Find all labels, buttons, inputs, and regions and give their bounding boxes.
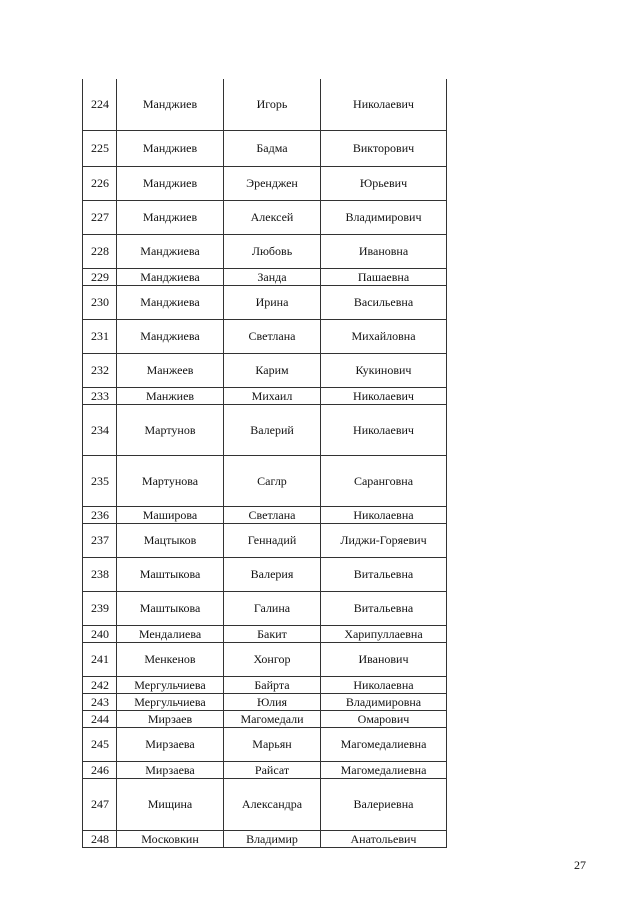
first-name-cell: Светлана xyxy=(224,319,321,353)
patronymic-cell: Витальевна xyxy=(321,591,447,625)
roster-table-body xyxy=(83,79,447,847)
table-row xyxy=(83,166,447,200)
first-name-cell: Юлия xyxy=(224,693,321,710)
patronymic-cell: Магомедалиевна xyxy=(321,727,447,761)
table-row xyxy=(83,727,447,761)
surname-cell: Мергульчиева xyxy=(117,676,224,693)
row-number: 234 xyxy=(83,404,117,455)
table-row xyxy=(83,761,447,778)
row-number: 248 xyxy=(83,830,117,847)
row-number: 229 xyxy=(83,268,117,285)
row-number: 244 xyxy=(83,710,117,727)
first-name-cell: Эренджен xyxy=(224,166,321,200)
row-number: 239 xyxy=(83,591,117,625)
row-number: 236 xyxy=(83,506,117,523)
table-row xyxy=(83,200,447,234)
surname-cell: Манджиев xyxy=(117,200,224,234)
first-name-cell: Райсат xyxy=(224,761,321,778)
patronymic-cell: Николаевич xyxy=(321,387,447,404)
patronymic-cell: Саранговна xyxy=(321,455,447,506)
patronymic-cell: Николаевна xyxy=(321,676,447,693)
first-name-cell: Игорь xyxy=(224,79,321,130)
patronymic-cell: Анатольевич xyxy=(321,830,447,847)
row-number: 240 xyxy=(83,625,117,642)
surname-cell: Мендалиева xyxy=(117,625,224,642)
patronymic-cell: Магомедалиевна xyxy=(321,761,447,778)
table-row xyxy=(83,591,447,625)
page-number: 27 xyxy=(574,858,586,872)
first-name-cell: Светлана xyxy=(224,506,321,523)
patronymic-cell: Витальевна xyxy=(321,557,447,591)
patronymic-cell: Владимировна xyxy=(321,693,447,710)
surname-cell: Мацтыков xyxy=(117,523,224,557)
table-row xyxy=(83,268,447,285)
first-name-cell: Байрта xyxy=(224,676,321,693)
first-name-cell: Алексей xyxy=(224,200,321,234)
patronymic-cell: Николаевна xyxy=(321,506,447,523)
first-name-cell: Геннадий xyxy=(224,523,321,557)
table-row xyxy=(83,79,447,130)
first-name-cell: Валерия xyxy=(224,557,321,591)
patronymic-cell: Николаевич xyxy=(321,404,447,455)
surname-cell: Мирзаева xyxy=(117,727,224,761)
patronymic-cell: Юрьевич xyxy=(321,166,447,200)
patronymic-cell: Омарович xyxy=(321,710,447,727)
first-name-cell: Валерий xyxy=(224,404,321,455)
surname-cell: Мирзаева xyxy=(117,761,224,778)
surname-cell: Манджиева xyxy=(117,319,224,353)
patronymic-cell: Харипуллаевна xyxy=(321,625,447,642)
row-number: 235 xyxy=(83,455,117,506)
surname-cell: Манджиев xyxy=(117,79,224,130)
table-row xyxy=(83,625,447,642)
table-row xyxy=(83,693,447,710)
first-name-cell: Любовь xyxy=(224,234,321,268)
patronymic-cell: Викторович xyxy=(321,130,447,166)
patronymic-cell: Кукинович xyxy=(321,353,447,387)
row-number: 245 xyxy=(83,727,117,761)
row-number: 233 xyxy=(83,387,117,404)
surname-cell: Мирзаев xyxy=(117,710,224,727)
table-row xyxy=(83,234,447,268)
row-number: 247 xyxy=(83,778,117,830)
patronymic-cell: Лиджи-Горяевич xyxy=(321,523,447,557)
patronymic-cell: Ивановна xyxy=(321,234,447,268)
first-name-cell: Саглр xyxy=(224,455,321,506)
first-name-cell: Александра xyxy=(224,778,321,830)
table-row xyxy=(83,353,447,387)
row-number: 225 xyxy=(83,130,117,166)
first-name-cell: Марьян xyxy=(224,727,321,761)
first-name-cell: Карим xyxy=(224,353,321,387)
surname-cell: Манджиев xyxy=(117,130,224,166)
surname-cell: Манджиева xyxy=(117,285,224,319)
table-row xyxy=(83,830,447,847)
surname-cell: Маширова xyxy=(117,506,224,523)
first-name-cell: Бадма xyxy=(224,130,321,166)
patronymic-cell: Валериевна xyxy=(321,778,447,830)
surname-cell: Мергульчиева xyxy=(117,693,224,710)
row-number: 242 xyxy=(83,676,117,693)
table-row xyxy=(83,557,447,591)
row-number: 238 xyxy=(83,557,117,591)
roster-table xyxy=(82,79,447,848)
surname-cell: Манджиева xyxy=(117,268,224,285)
surname-cell: Мартунов xyxy=(117,404,224,455)
patronymic-cell: Владимирович xyxy=(321,200,447,234)
row-number: 226 xyxy=(83,166,117,200)
patronymic-cell: Пашаевна xyxy=(321,268,447,285)
table-row xyxy=(83,387,447,404)
table-row xyxy=(83,455,447,506)
table-row xyxy=(83,710,447,727)
row-number: 230 xyxy=(83,285,117,319)
patronymic-cell: Николаевич xyxy=(321,79,447,130)
row-number: 241 xyxy=(83,642,117,676)
first-name-cell: Ирина xyxy=(224,285,321,319)
table-row xyxy=(83,778,447,830)
table-row xyxy=(83,506,447,523)
table-row xyxy=(83,319,447,353)
first-name-cell: Хонгор xyxy=(224,642,321,676)
patronymic-cell: Иванович xyxy=(321,642,447,676)
surname-cell: Манджиева xyxy=(117,234,224,268)
table-row xyxy=(83,523,447,557)
table-row xyxy=(83,676,447,693)
table-row xyxy=(83,642,447,676)
row-number: 243 xyxy=(83,693,117,710)
first-name-cell: Занда xyxy=(224,268,321,285)
surname-cell: Манжеев xyxy=(117,353,224,387)
first-name-cell: Владимир xyxy=(224,830,321,847)
row-number: 232 xyxy=(83,353,117,387)
row-number: 237 xyxy=(83,523,117,557)
table-row xyxy=(83,130,447,166)
surname-cell: Менкенов xyxy=(117,642,224,676)
surname-cell: Маштыкова xyxy=(117,557,224,591)
table-row xyxy=(83,404,447,455)
row-number: 231 xyxy=(83,319,117,353)
surname-cell: Манджиев xyxy=(117,166,224,200)
first-name-cell: Михаил xyxy=(224,387,321,404)
patronymic-cell: Васильевна xyxy=(321,285,447,319)
table-row xyxy=(83,285,447,319)
first-name-cell: Бакит xyxy=(224,625,321,642)
row-number: 246 xyxy=(83,761,117,778)
surname-cell: Мартунова xyxy=(117,455,224,506)
surname-cell: Московкин xyxy=(117,830,224,847)
first-name-cell: Магомедали xyxy=(224,710,321,727)
row-number: 227 xyxy=(83,200,117,234)
surname-cell: Мищина xyxy=(117,778,224,830)
surname-cell: Маштыкова xyxy=(117,591,224,625)
row-number: 224 xyxy=(83,79,117,130)
first-name-cell: Галина xyxy=(224,591,321,625)
surname-cell: Манжиев xyxy=(117,387,224,404)
row-number: 228 xyxy=(83,234,117,268)
patronymic-cell: Михайловна xyxy=(321,319,447,353)
